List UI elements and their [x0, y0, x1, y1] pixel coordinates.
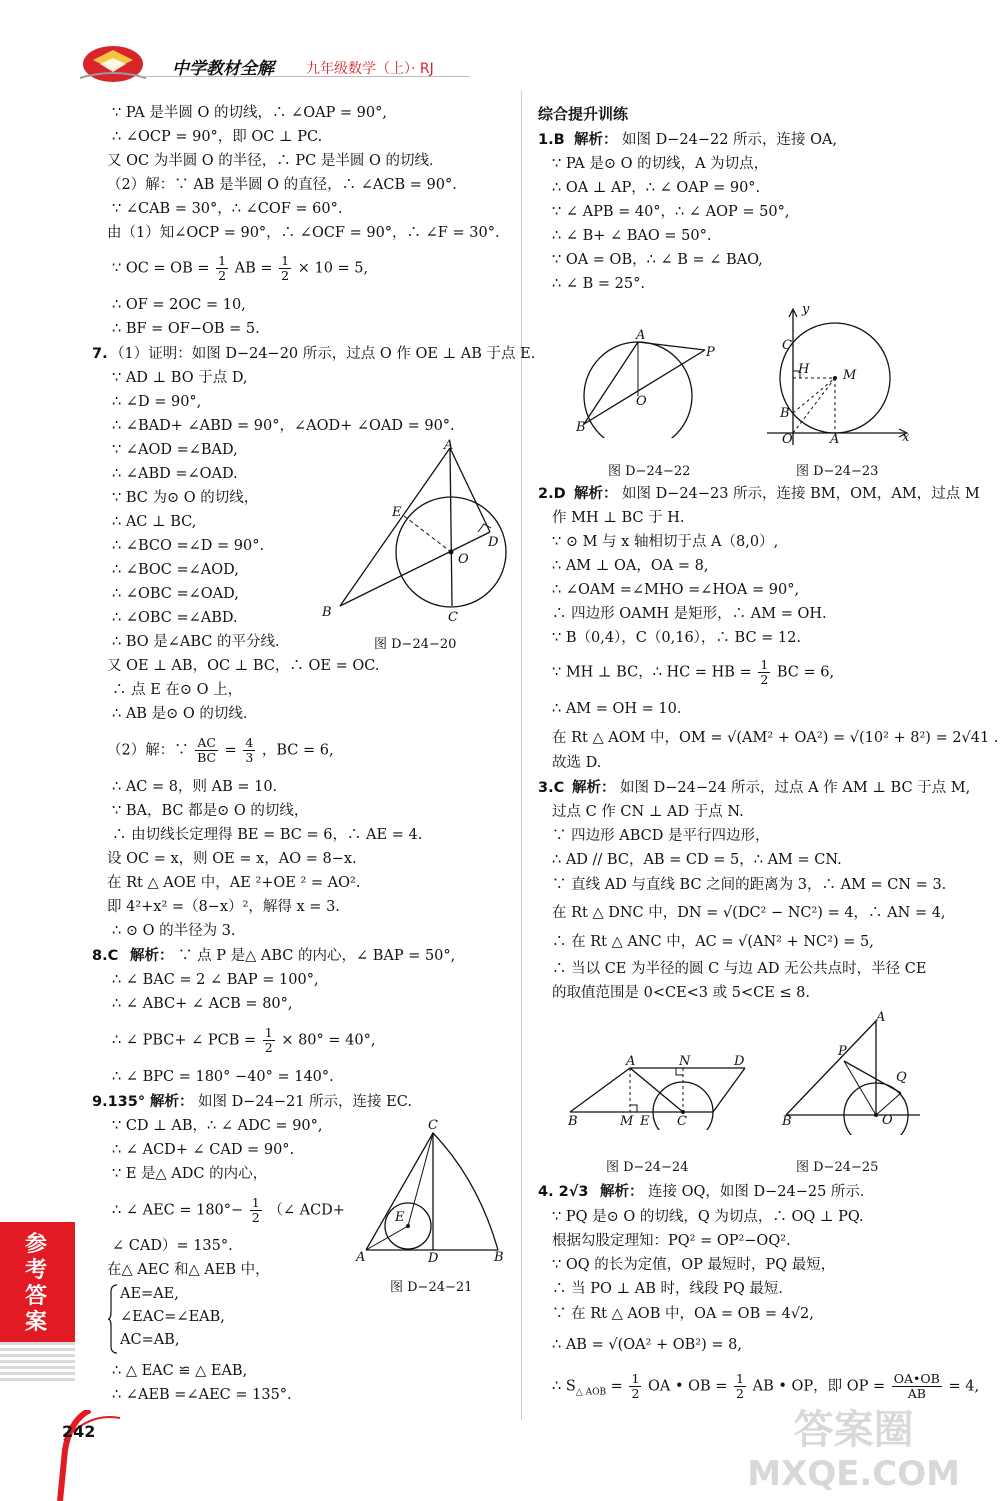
text-segment: （∠ ACD+	[268, 1202, 345, 1219]
point-label: E	[640, 1114, 650, 1129]
text-line: ∴ 当 PO ⊥ AB 时，线段 PQ 最短．	[552, 1281, 793, 1297]
point-label: B	[782, 1114, 792, 1129]
text-line: ∴ OF = 2OC = 10,	[112, 297, 246, 313]
point-label: C	[677, 1114, 687, 1129]
text-line: ∴ AB 是⊙ O 的切线．	[112, 706, 258, 722]
text-line: （2）解：∵ AB 是半圆 O 的直径，∴ ∠ACB = 90°.	[107, 177, 457, 193]
text-line: ∵ 在 Rt △ AOB 中，OA = OB = 4√2,	[552, 1306, 814, 1322]
book-title: 中学教材全解	[172, 59, 274, 79]
equation-line	[112, 1196, 345, 1225]
point-label: A	[626, 1054, 636, 1069]
point-label: B	[576, 420, 586, 435]
text-segment: ∵ OC = OB =	[112, 260, 210, 277]
text-line: ∠ CAD）= 135°.	[112, 1238, 233, 1254]
denominator: BC	[197, 750, 217, 765]
text-segment: BC = 6,	[776, 664, 835, 681]
figure-d-24-24-diagram	[565, 1060, 755, 1130]
page-number: 242	[62, 1422, 96, 1441]
book-subtitle: 九年级数学（上）· RJ	[306, 61, 434, 77]
text-line: ∴ BF = OF−OB = 5.	[112, 321, 260, 337]
fraction	[892, 1372, 942, 1401]
figure-caption: 图 D−24−22	[608, 464, 691, 479]
numerator: AC	[197, 735, 216, 750]
fraction	[250, 1196, 262, 1225]
question-number: 4. 2√3	[538, 1184, 589, 1200]
numerator: 1	[281, 253, 290, 268]
side-tab-label: 参考答案	[24, 1232, 47, 1335]
section-title: 综合提升训练	[538, 105, 629, 123]
denominator: 2	[281, 268, 290, 283]
text-line: ∴ ∠OAM =∠MHO =∠HOA = 90°,	[552, 582, 800, 598]
text-line: ∴ BO 是∠ABC 的平分线．	[112, 634, 290, 650]
text-line: 在 Rt △ AOM 中，OM = √(AM² + OA²) = √(10² + 8²) = 2√41 .	[552, 730, 999, 746]
text-line: ∴ △ EAC ≌ △ EAB,	[112, 1363, 248, 1379]
question-number: 8.C	[92, 948, 119, 964]
point-label: C	[448, 610, 458, 625]
analysis-tag: 解析：	[130, 948, 174, 964]
text-line: 如图 D−24−24 所示，过点 A 作 AM ⊥ BC 于点 M,	[620, 780, 971, 796]
numerator: 1	[736, 1371, 744, 1386]
text-line: ∴ ∠OCP = 90°，即 OC ⊥ PC.	[112, 129, 323, 145]
text-line: 如图 D−24−22 所示，连接 OA,	[622, 132, 838, 148]
text-line: ∵ OA = OB，∴ ∠ B = ∠ BAO,	[552, 252, 763, 268]
brace-icon	[108, 1284, 118, 1354]
text-line: ∴ ∠BCO =∠D = 90°.	[112, 538, 265, 554]
text-segment: （2）解：∵	[107, 742, 189, 759]
denominator: 2	[264, 1040, 273, 1055]
point-label: O	[882, 1113, 893, 1128]
point-label: B	[568, 1114, 578, 1129]
question-number: 1.B	[538, 132, 565, 148]
denominator: 3	[245, 750, 254, 765]
text-line: ∴ AC ⊥ BC,	[112, 514, 197, 530]
text-segment: OA • OB =	[648, 1378, 728, 1395]
denominator: AB	[907, 1386, 926, 1401]
text-line: AE=AE,	[120, 1286, 179, 1302]
numerator: 1	[760, 657, 769, 672]
analysis-tag: 解析：	[574, 486, 618, 502]
book-logo-icon	[78, 38, 148, 86]
point-label: A	[876, 1010, 886, 1025]
column-divider	[521, 90, 522, 1420]
equation-line	[112, 254, 368, 283]
numerator: 1	[264, 1025, 273, 1040]
text-line: 由（1）知∠OCP = 90°，∴ ∠OCF = 90°，∴ ∠F = 30°.	[107, 225, 500, 241]
text-line: ∵ ⊙ M 与 x 轴相切于点 A（8,0）,	[552, 534, 779, 550]
watermark-line: 答案圈	[793, 1407, 914, 1453]
text-line: ∴ ∠BAD+ ∠ABD = 90°，∠AOD+ ∠OAD = 90°.	[112, 418, 455, 434]
fraction	[279, 254, 291, 283]
text-line: 即 4²+x² =（8−x）²，解得 x = 3.	[107, 899, 340, 915]
text-line: ∵ 直线 AD 与直线 BC 之间的距离为 3，∴ AM = CN = 3.	[552, 877, 947, 893]
denominator: 2	[631, 1386, 640, 1401]
text-line: ∵ ∠CAB = 30°，∴ ∠COF = 60°.	[112, 201, 343, 217]
text-segment: AB • OP，即 OP =	[752, 1378, 886, 1395]
text-line: ∴ AM = OH = 10.	[552, 701, 682, 717]
fraction	[243, 736, 255, 765]
point-label: N	[679, 1054, 691, 1069]
point-label: D	[734, 1054, 745, 1069]
figure-d-24-21-diagram	[358, 1125, 508, 1255]
question-number: 2.D	[538, 486, 566, 502]
point-label: E	[392, 505, 402, 520]
figure-caption: 图 D−24−20	[374, 637, 457, 652]
point-label: D	[488, 535, 499, 550]
text-line: ∴ 四边形 OAMH 是矩形，∴ AM = OH.	[552, 606, 827, 622]
text-line: ∵ PA 是半圆 O 的切线，∴ ∠OAP = 90°,	[112, 105, 387, 121]
text-line: ∴ 在 Rt △ ANC 中，AC = √(AN² + NC²) = 5,	[552, 934, 874, 950]
text-line: ∴ 由切线长定理得 BE = BC = 6，∴ AE = 4.	[112, 827, 423, 843]
point-label: Q	[896, 1070, 907, 1085]
denominator: 2	[736, 1386, 744, 1401]
text-line: ∴ ∠ BAC = 2 ∠ BAP = 100°,	[112, 972, 319, 988]
decorative-stripes	[0, 1342, 75, 1382]
text-line: ∴ AB = √(OA² + OB²) = 8,	[552, 1337, 742, 1353]
fraction	[758, 658, 770, 687]
point-label: M	[620, 1114, 634, 1129]
point-label: D	[428, 1251, 439, 1266]
text-segment: ∴ ∠ AEC = 180°−	[112, 1202, 244, 1219]
equation-line	[112, 1026, 375, 1055]
text-line: 在△ AEC 和△ AEB 中，	[107, 1262, 270, 1278]
point-label: O	[636, 394, 647, 409]
axis-label: x	[902, 430, 910, 445]
text-line: ∵ 点 P 是△ ABC 的内心，∠ BAP = 50°,	[178, 948, 456, 964]
text-line: ∵ PA 是⊙ O 的切线，A 为切点，	[552, 156, 769, 172]
text-line: 连接 OQ，如图 D−24−25 所示．	[648, 1184, 875, 1200]
text-segment: ∵ MH ⊥ BC，∴ HC = HB =	[552, 664, 752, 681]
point-label: H	[798, 362, 810, 377]
text-line: ∵ AD ⊥ BO 于点 D,	[112, 370, 248, 386]
text-line: 作 MH ⊥ BC 于 H.	[552, 510, 685, 526]
figure-caption: 图 D−24−24	[606, 1160, 689, 1175]
text-line: ∴ ∠ ACD+ ∠ CAD = 90°.	[112, 1142, 295, 1158]
text-line: ∴ ⊙ O 的半径为 3.	[112, 923, 236, 939]
point-label: M	[843, 368, 857, 383]
fraction	[195, 736, 218, 765]
text-line: ∴ 当以 CE 为半径的圆 C 与边 AD 无公共点时，半径 CE	[552, 961, 927, 977]
text-line: ∴ ∠ABD =∠OAD.	[112, 466, 238, 482]
text-line: ∴ ∠OBC =∠ABD.	[112, 610, 238, 626]
text-line: 如图 D−24−21 所示，连接 EC.	[198, 1094, 412, 1110]
watermark-line: MXQE.COM	[747, 1454, 960, 1494]
point-label: B	[322, 605, 332, 620]
point-label: C	[782, 338, 792, 353]
text-line: 在 Rt △ DNC 中，DN = √(DC² − NC²) = 4，∴ AN = 4,	[552, 905, 946, 921]
text-line: 设 OC = x，则 OE = x，AO = 8−x.	[107, 851, 357, 867]
text-line: 过点 C 作 CN ⊥ AD 于点 N.	[552, 804, 744, 820]
text-line: 又 OC 为半圆 O 的半径，∴ PC 是半圆 O 的切线．	[107, 153, 444, 169]
fraction	[216, 254, 228, 283]
watermark	[747, 1408, 960, 1496]
question-number: 3.C	[538, 780, 565, 796]
text-line: 又 OE ⊥ AB，OC ⊥ BC，∴ OE = OC.	[107, 658, 380, 674]
analysis-tag: 解析：	[600, 1184, 644, 1200]
point-label: P	[706, 345, 715, 360]
text-line: ∴ AC = 8，则 AB = 10.	[112, 779, 278, 795]
figure-caption: 图 D−24−23	[796, 464, 879, 479]
figure-caption: 图 D−24−25	[796, 1160, 879, 1175]
text-line: ∴ ∠BOC =∠AOD,	[112, 562, 239, 578]
equation-line	[552, 1372, 979, 1403]
point-label: A	[636, 328, 646, 343]
text-line: AC=AB,	[120, 1332, 180, 1348]
text-segment: × 10 = 5,	[297, 260, 369, 277]
point-label: A	[830, 432, 840, 447]
denominator: 2	[760, 672, 769, 687]
analysis-tag: 解析：	[150, 1094, 194, 1110]
numerator: 1	[251, 1195, 260, 1210]
text-line: ∵ OQ 的长为定值，OP 最短时，PQ 最短，	[552, 1257, 836, 1273]
point-label: B	[494, 1250, 504, 1265]
fraction	[629, 1372, 641, 1401]
text-line: ∵ B（0,4），C（0,16），∴ BC = 12.	[552, 630, 801, 646]
numerator: OA•OB	[893, 1371, 940, 1386]
text-line: ∴ ∠ B = 25°.	[552, 276, 645, 292]
text-line: ∴ AM ⊥ OA，OA = 8,	[552, 558, 709, 574]
text-line: ∠EAC=∠EAB,	[120, 1309, 225, 1325]
figure-caption: 图 D−24−21	[390, 1280, 473, 1295]
axis-label: y	[802, 302, 810, 317]
text-segment: ，BC = 6,	[261, 742, 334, 759]
point-label: E	[395, 1210, 405, 1225]
text-line: 根据勾股定理知：PQ² = OP²−OQ².	[552, 1233, 791, 1249]
point-label: O	[458, 552, 469, 567]
point-label: B	[780, 406, 790, 421]
figure-d-24-23-diagram	[765, 305, 915, 450]
text-line: ∵ PQ 是⊙ O 的切线，Q 为切点，∴ OQ ⊥ PQ.	[552, 1209, 864, 1225]
answer-section-tab	[0, 1222, 75, 1342]
text-line: 在 Rt △ AOE 中，AE ²+OE ² = AO².	[107, 875, 361, 891]
text-line: 的取值范围是 0<CE<3 或 5<CE ≤ 8.	[552, 985, 811, 1001]
text-line: ∵ ∠ APB = 40°，∴ ∠ AOP = 50°,	[552, 204, 790, 220]
point-label: C	[428, 1118, 438, 1133]
point-label: A	[356, 1250, 366, 1265]
text-line: ∴ ∠OBC =∠OAD,	[112, 586, 239, 602]
analysis-tag: 解析：	[574, 132, 618, 148]
analysis-tag: 解析：	[572, 780, 616, 796]
point-label: P	[838, 1044, 847, 1059]
text-segment: × 80° = 40°,	[281, 1032, 376, 1049]
question-number: 7.	[92, 346, 108, 362]
text-segment: =	[610, 1378, 623, 1395]
equation-line	[552, 658, 834, 687]
text-line: ∴ ∠AEB =∠AEC = 135°.	[112, 1387, 292, 1403]
denominator: 2	[251, 1210, 260, 1225]
numerator: 1	[218, 253, 227, 268]
text-segment: =	[224, 742, 237, 759]
question-number: 9.135°	[92, 1094, 146, 1110]
text-line: 如图 D−24−23 所示，连接 BM，OM，AM，过点 M	[622, 486, 980, 502]
text-line: ∵ ∠AOD =∠BAD,	[112, 442, 238, 458]
text-line: ∴ ∠ B+ ∠ BAO = 50°.	[552, 228, 712, 244]
text-line: ∴ ∠D = 90°,	[112, 394, 202, 410]
text-line: 故选 D.	[552, 755, 602, 771]
text-segment: ∴ ∠ PBC+ ∠ PCB =	[112, 1032, 257, 1049]
equation-line	[107, 736, 334, 765]
text-line: ∵ BA，BC 都是⊙ O 的切线，	[112, 803, 309, 819]
text-line: ∵ 四边形 ABCD 是平行四边形，	[552, 828, 770, 844]
text-line: ∴ 点 E 在⊙ O 上，	[112, 682, 243, 698]
denominator: 2	[218, 268, 227, 283]
numerator: 1	[631, 1371, 640, 1386]
text-line: ∵ E 是△ ADC 的内心，	[112, 1166, 268, 1182]
text-segment: = 4,	[948, 1378, 980, 1395]
subscript: △ AOB	[575, 1387, 607, 1398]
fraction	[734, 1372, 746, 1401]
text-line: （1）证明：如图 D−24−20 所示，过点 O 作 OE ⊥ AB 于点 E.	[110, 346, 536, 362]
text-line: ∴ OA ⊥ AP，∴ ∠ OAP = 90°.	[552, 180, 761, 196]
text-line: ∴ ∠ ABC+ ∠ ACB = 80°,	[112, 996, 293, 1012]
text-line: ∵ BC 为⊙ O 的切线，	[112, 490, 259, 506]
text-line: ∴ AD // BC，AB = CD = 5，∴ AM = CN.	[552, 852, 842, 868]
figure-d-24-25-diagram	[780, 1015, 930, 1135]
point-label: O	[782, 432, 793, 447]
text-line: ∴ ∠ BPC = 180° −40° = 140°.	[112, 1069, 334, 1085]
text-segment: AB =	[234, 260, 273, 277]
numerator: 4	[245, 735, 254, 750]
point-label: A	[444, 438, 454, 453]
text-line: ∵ CD ⊥ AB，∴ ∠ ADC = 90°,	[112, 1118, 323, 1134]
text-segment: ∴ S	[552, 1378, 576, 1395]
fraction	[263, 1026, 275, 1055]
